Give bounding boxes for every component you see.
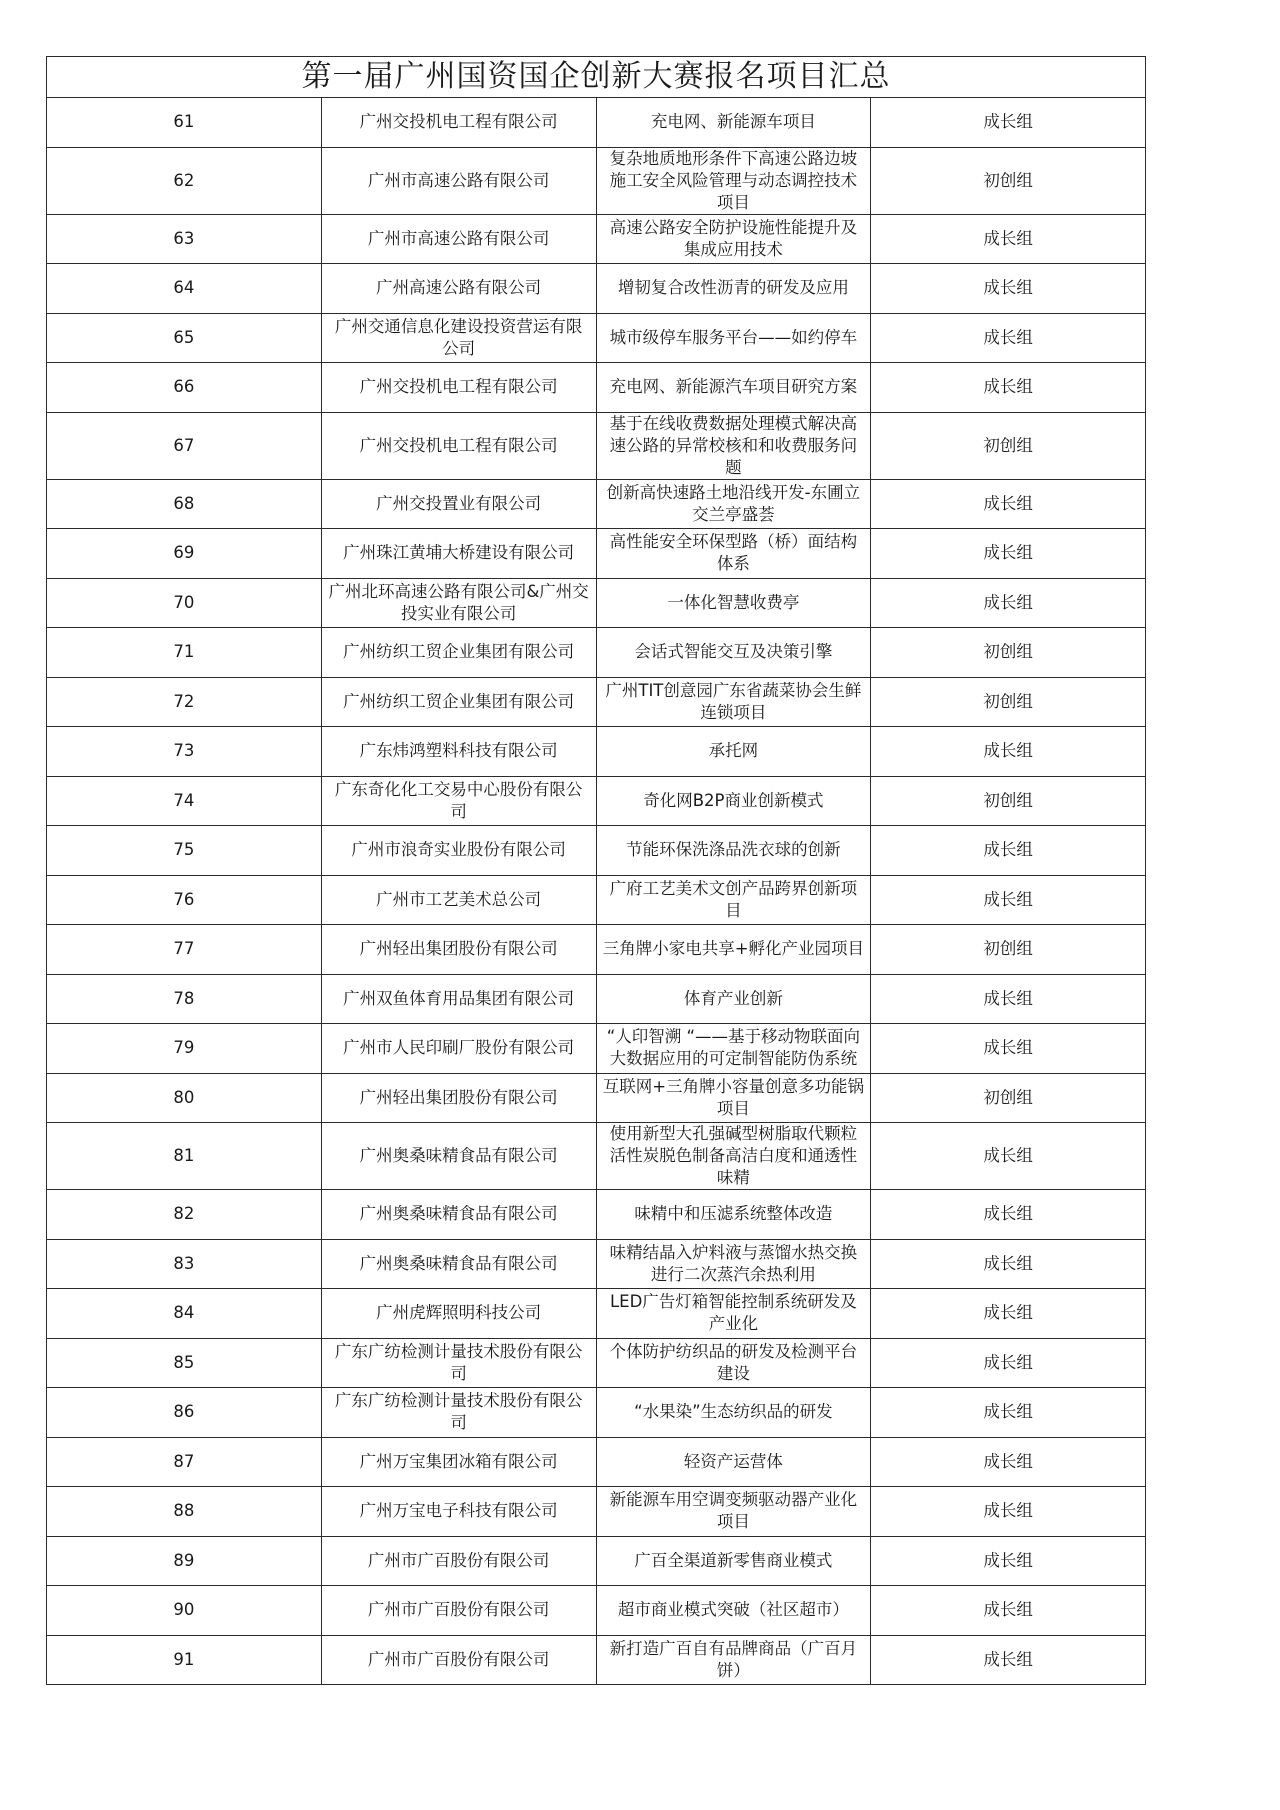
group-category-cell: 成长组: [871, 363, 1146, 413]
group-category-cell: 成长组: [871, 1190, 1146, 1240]
company-name-cell: 广州万宝电子科技有限公司: [321, 1487, 596, 1537]
project-name-cell: 新能源车用空调变频驱动器产业化项目: [596, 1487, 871, 1537]
table-row: [47, 1487, 1146, 1537]
company-name-cell: 广州交通信息化建设投资营运有限公司: [321, 313, 596, 363]
table-row: [47, 1190, 1146, 1240]
table-row: [47, 727, 1146, 777]
company-name-cell: 广州虎辉照明科技公司: [321, 1289, 596, 1339]
company-name-cell: 广州珠江黄埔大桥建设有限公司: [321, 529, 596, 579]
table-row: [47, 1437, 1146, 1487]
group-category-cell: 成长组: [871, 1487, 1146, 1537]
row-number-cell: 80: [47, 1073, 322, 1123]
table-row: [47, 412, 1146, 479]
document-sheet: [46, 56, 1146, 1685]
row-number-cell: 75: [47, 826, 322, 876]
group-category-cell: 初创组: [871, 776, 1146, 826]
project-name-cell: “人印智溯 “——基于移动物联面向大数据应用的可定制智能防伪系统: [596, 1024, 871, 1074]
group-category-cell: 初创组: [871, 677, 1146, 727]
company-name-cell: 广州市工艺美术总公司: [321, 875, 596, 925]
company-name-cell: 广东奇化化工交易中心股份有限公司: [321, 776, 596, 826]
table-row: [47, 98, 1146, 148]
group-category-cell: 成长组: [871, 1586, 1146, 1636]
project-name-cell: 创新高快速路土地沿线开发-东圃立交兰亭盛荟: [596, 479, 871, 529]
row-number-cell: 65: [47, 313, 322, 363]
project-name-cell: 味精结晶入炉料液与蒸馏水热交换进行二次蒸汽余热利用: [596, 1239, 871, 1289]
project-name-cell: 三角牌小家电共享+孵化产业园项目: [596, 925, 871, 975]
company-name-cell: 广州轻出集团股份有限公司: [321, 925, 596, 975]
group-category-cell: 成长组: [871, 479, 1146, 529]
company-name-cell: 广州万宝集团冰箱有限公司: [321, 1437, 596, 1487]
table-row: [47, 363, 1146, 413]
company-name-cell: 广州交投机电工程有限公司: [321, 363, 596, 413]
project-name-cell: 复杂地质地形条件下高速公路边坡施工安全风险管理与动态调控技术项目: [596, 147, 871, 214]
company-name-cell: 广州高速公路有限公司: [321, 264, 596, 314]
group-category-cell: 成长组: [871, 727, 1146, 777]
document-title: 第一届广州国资国企创新大赛报名项目汇总: [47, 57, 1146, 98]
row-number-cell: 91: [47, 1635, 322, 1685]
row-number-cell: 61: [47, 98, 322, 148]
project-name-cell: 互联网+三角牌小容量创意多功能锅项目: [596, 1073, 871, 1123]
project-name-cell: 新打造广百自有品牌商品（广百月饼）: [596, 1635, 871, 1685]
company-name-cell: 广州奥桑味精食品有限公司: [321, 1123, 596, 1190]
project-name-cell: 个体防护纺织品的研发及检测平台建设: [596, 1338, 871, 1388]
row-number-cell: 85: [47, 1338, 322, 1388]
company-name-cell: 广州纺织工贸企业集团有限公司: [321, 628, 596, 678]
group-category-cell: 成长组: [871, 98, 1146, 148]
group-category-cell: 成长组: [871, 264, 1146, 314]
registration-summary-table: [46, 56, 1146, 1685]
row-number-cell: 63: [47, 214, 322, 264]
group-category-cell: 成长组: [871, 1024, 1146, 1074]
title-row: [47, 57, 1146, 98]
project-name-cell: 基于在线收费数据处理模式解决高速公路的异常校核和和收费服务问题: [596, 412, 871, 479]
row-number-cell: 76: [47, 875, 322, 925]
company-name-cell: 广州纺织工贸企业集团有限公司: [321, 677, 596, 727]
group-category-cell: 初创组: [871, 628, 1146, 678]
table-row: [47, 1536, 1146, 1586]
company-name-cell: 广州轻出集团股份有限公司: [321, 1073, 596, 1123]
project-name-cell: 充电网、新能源汽车项目研究方案: [596, 363, 871, 413]
project-name-cell: 一体化智慧收费亭: [596, 578, 871, 628]
table-row: [47, 826, 1146, 876]
company-name-cell: 广州北环高速公路有限公司&广州交投实业有限公司: [321, 578, 596, 628]
group-category-cell: 成长组: [871, 578, 1146, 628]
project-name-cell: 承托网: [596, 727, 871, 777]
table-row: [47, 974, 1146, 1024]
row-number-cell: 78: [47, 974, 322, 1024]
table-row: [47, 1388, 1146, 1438]
project-name-cell: 超市商业模式突破（社区超市）: [596, 1586, 871, 1636]
group-category-cell: 成长组: [871, 1239, 1146, 1289]
table-row: [47, 313, 1146, 363]
group-category-cell: 成长组: [871, 1338, 1146, 1388]
company-name-cell: 广东炜鸿塑料科技有限公司: [321, 727, 596, 777]
row-number-cell: 64: [47, 264, 322, 314]
company-name-cell: 广州市高速公路有限公司: [321, 147, 596, 214]
row-number-cell: 89: [47, 1536, 322, 1586]
row-number-cell: 86: [47, 1388, 322, 1438]
company-name-cell: 广州市广百股份有限公司: [321, 1586, 596, 1636]
table-row: [47, 578, 1146, 628]
row-number-cell: 62: [47, 147, 322, 214]
table-row: [47, 264, 1146, 314]
row-number-cell: 73: [47, 727, 322, 777]
company-name-cell: 广州交投机电工程有限公司: [321, 98, 596, 148]
group-category-cell: 成长组: [871, 826, 1146, 876]
project-name-cell: 城市级停车服务平台——如约停车: [596, 313, 871, 363]
table-row: [47, 1239, 1146, 1289]
project-name-cell: 高速公路安全防护设施性能提升及集成应用技术: [596, 214, 871, 264]
group-category-cell: 成长组: [871, 1437, 1146, 1487]
company-name-cell: 广州市浪奇实业股份有限公司: [321, 826, 596, 876]
row-number-cell: 90: [47, 1586, 322, 1636]
group-category-cell: 成长组: [871, 1635, 1146, 1685]
project-name-cell: 广府工艺美术文创产品跨界创新项目: [596, 875, 871, 925]
group-category-cell: 成长组: [871, 1123, 1146, 1190]
table-row: [47, 1586, 1146, 1636]
project-name-cell: 充电网、新能源车项目: [596, 98, 871, 148]
group-category-cell: 成长组: [871, 875, 1146, 925]
company-name-cell: 广州奥桑味精食品有限公司: [321, 1239, 596, 1289]
company-name-cell: 广州市广百股份有限公司: [321, 1635, 596, 1685]
row-number-cell: 83: [47, 1239, 322, 1289]
group-category-cell: 成长组: [871, 1536, 1146, 1586]
project-name-cell: 高性能安全环保型路（桥）面结构体系: [596, 529, 871, 579]
table-row: [47, 1338, 1146, 1388]
table-row: [47, 1123, 1146, 1190]
row-number-cell: 82: [47, 1190, 322, 1240]
project-name-cell: 广州TIT创意园广东省蔬菜协会生鲜连锁项目: [596, 677, 871, 727]
company-name-cell: 广州交投机电工程有限公司: [321, 412, 596, 479]
row-number-cell: 67: [47, 412, 322, 479]
table-row: [47, 529, 1146, 579]
row-number-cell: 81: [47, 1123, 322, 1190]
group-category-cell: 初创组: [871, 412, 1146, 479]
project-name-cell: LED广告灯箱智能控制系统研发及产业化: [596, 1289, 871, 1339]
row-number-cell: 77: [47, 925, 322, 975]
row-number-cell: 79: [47, 1024, 322, 1074]
table-row: [47, 925, 1146, 975]
row-number-cell: 72: [47, 677, 322, 727]
company-name-cell: 广州市高速公路有限公司: [321, 214, 596, 264]
row-number-cell: 71: [47, 628, 322, 678]
group-category-cell: 成长组: [871, 313, 1146, 363]
row-number-cell: 69: [47, 529, 322, 579]
project-name-cell: 节能环保洗涤品洗衣球的创新: [596, 826, 871, 876]
project-name-cell: 会话式智能交互及决策引擎: [596, 628, 871, 678]
project-name-cell: 广百全渠道新零售商业模式: [596, 1536, 871, 1586]
group-category-cell: 初创组: [871, 1073, 1146, 1123]
project-name-cell: 使用新型大孔强碱型树脂取代颗粒活性炭脱色制备高洁白度和通透性味精: [596, 1123, 871, 1190]
table-row: [47, 1289, 1146, 1339]
row-number-cell: 87: [47, 1437, 322, 1487]
table-row: [47, 628, 1146, 678]
group-category-cell: 成长组: [871, 1289, 1146, 1339]
row-number-cell: 88: [47, 1487, 322, 1537]
row-number-cell: 68: [47, 479, 322, 529]
project-name-cell: 奇化网B2P商业创新模式: [596, 776, 871, 826]
row-number-cell: 74: [47, 776, 322, 826]
group-category-cell: 初创组: [871, 147, 1146, 214]
group-category-cell: 成长组: [871, 974, 1146, 1024]
group-category-cell: 成长组: [871, 214, 1146, 264]
company-name-cell: 广州市人民印刷厂股份有限公司: [321, 1024, 596, 1074]
company-name-cell: 广东广纺检测计量技术股份有限公司: [321, 1388, 596, 1438]
project-name-cell: 味精中和压滤系统整体改造: [596, 1190, 871, 1240]
table-row: [47, 214, 1146, 264]
project-name-cell: 增韧复合改性沥青的研发及应用: [596, 264, 871, 314]
row-number-cell: 70: [47, 578, 322, 628]
table-row: [47, 147, 1146, 214]
company-name-cell: 广州奥桑味精食品有限公司: [321, 1190, 596, 1240]
company-name-cell: 广东广纺检测计量技术股份有限公司: [321, 1338, 596, 1388]
group-category-cell: 成长组: [871, 529, 1146, 579]
company-name-cell: 广州市广百股份有限公司: [321, 1536, 596, 1586]
project-name-cell: “水果染”生态纺织品的研发: [596, 1388, 871, 1438]
table-row: [47, 875, 1146, 925]
table-row: [47, 1073, 1146, 1123]
company-name-cell: 广州交投置业有限公司: [321, 479, 596, 529]
table-row: [47, 1024, 1146, 1074]
project-name-cell: 体育产业创新: [596, 974, 871, 1024]
table-row: [47, 677, 1146, 727]
table-row: [47, 479, 1146, 529]
row-number-cell: 84: [47, 1289, 322, 1339]
project-name-cell: 轻资产运营体: [596, 1437, 871, 1487]
row-number-cell: 66: [47, 363, 322, 413]
table-row: [47, 776, 1146, 826]
company-name-cell: 广州双鱼体育用品集团有限公司: [321, 974, 596, 1024]
group-category-cell: 成长组: [871, 1388, 1146, 1438]
table-row: [47, 1635, 1146, 1685]
group-category-cell: 初创组: [871, 925, 1146, 975]
